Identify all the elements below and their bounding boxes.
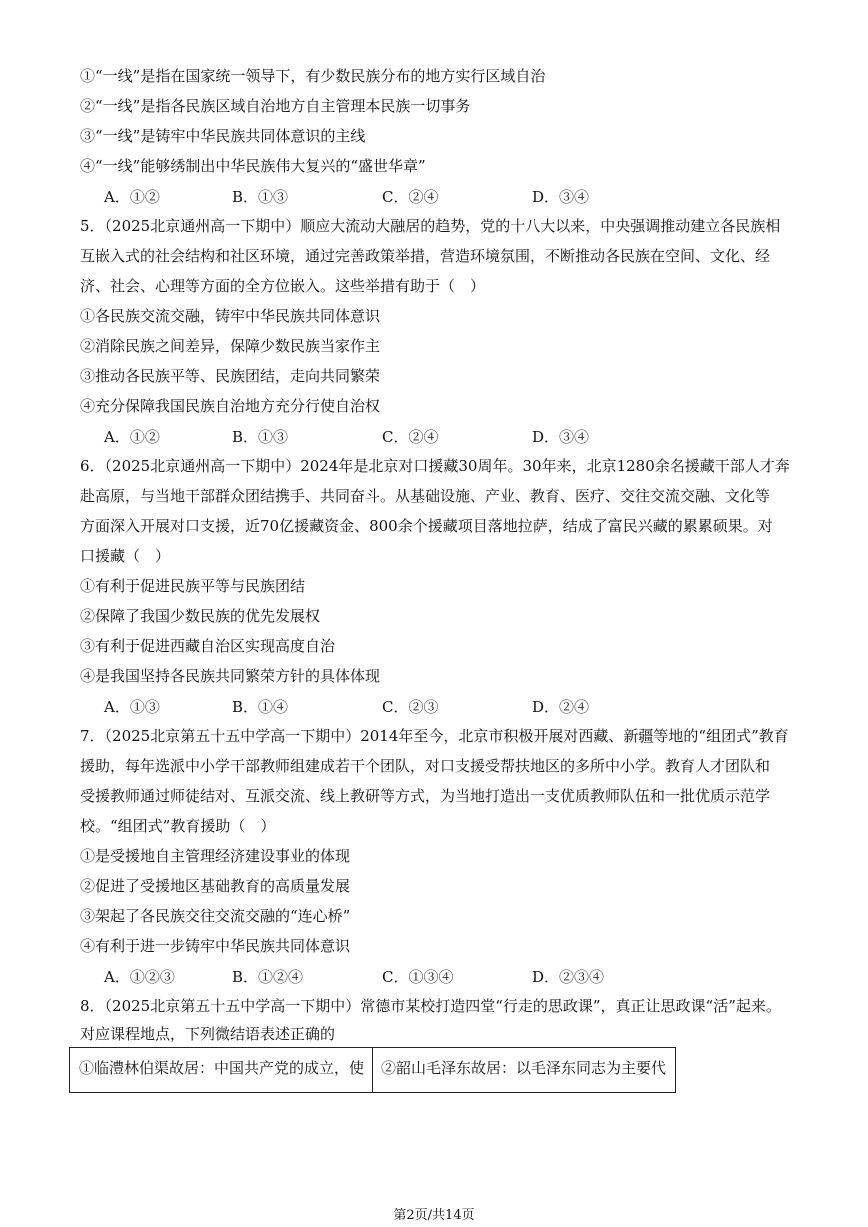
statement-4: ④有利于进一步铸牢中华民族共同体意识: [80, 937, 351, 955]
question-text: 6．（2025北京通州高一下期中）2024年是北京对口援藏30周年。30年来，北京1280余名援藏干部人才奔: [80, 457, 790, 475]
statement-2: ②保障了我国少数民族的优先发展权: [80, 607, 321, 625]
option-b: B．①②④: [232, 968, 304, 986]
question-text: 5．（2025北京通州高一下期中）顺应大流动大融居的趋势，党的十八大以来，中央强调推动建立各民族相: [80, 217, 781, 235]
option-b: B．①④: [232, 698, 289, 716]
statement-1: ①是受援地自主管理经济建设事业的体现: [80, 847, 351, 865]
option-c: C．①③④: [382, 968, 454, 986]
answer-options: [104, 967, 664, 987]
option-a: A．①②③: [104, 968, 175, 986]
option-a: A．①②: [104, 188, 160, 206]
statement-3: ③“一线”是铸牢中华民族共同体意识的主线: [80, 127, 366, 145]
statement-2: ②“一线”是指各民族区域自治地方自主管理本民族一切事务: [80, 97, 471, 115]
option-a: A．①②: [104, 428, 160, 446]
option-c: C．②④: [382, 428, 439, 446]
page-footer: 第2页/共14页: [393, 1208, 475, 1223]
option-c: C．②③: [382, 698, 439, 716]
question-text: 8．（2025北京第五十五中学高一下期中）常德市某校打造四堂“行走的思政课”，真正让思政课“活”起来。: [80, 997, 781, 1015]
statement-2: ②促进了受援地区基础教育的高质量发展: [80, 877, 351, 895]
answer-options: [104, 697, 664, 717]
option-d: D．③④: [532, 428, 590, 446]
statement-3: ③推动各民族平等、民族团结，走向共同繁荣: [80, 367, 381, 385]
option-d: D．②④: [532, 698, 590, 716]
question-text: 方面深入开展对口支援，近70亿援藏资金、800余个援藏项目落地拉萨，结成了富民兴藏的累累硕果。对: [80, 517, 773, 535]
statement-2: ②消除民族之间差异，保障少数民族当家作主: [80, 337, 381, 355]
option-a: A．①③: [104, 698, 160, 716]
question-text: 援助，每年选派中小学干部教师组建成若干个团队，对口支援受帮扶地区的多所中小学。教育人才团队和: [80, 757, 771, 775]
option-d: D．③④: [532, 188, 590, 206]
question-text: 7．（2025北京第五十五中学高一下期中）2014年至今，北京市积极开展对西藏、新疆等地的“组团式”教育: [80, 727, 789, 745]
statement-1: ①各民族交流交融，铸牢中华民族共同体意识: [80, 307, 381, 325]
statement-4: ④充分保障我国民族自治地方充分行使自治权: [80, 397, 381, 415]
answer-options: [104, 187, 664, 207]
question-text: 校。“组团式”教育援助（ ）: [80, 817, 276, 835]
question-text: 口援藏（ ）: [80, 547, 171, 565]
question-text: 互嵌入式的社会结构和社区环境，通过完善政策举措，营造环境氛围，不断推动各民族在空间、文化、经: [80, 247, 771, 265]
option-c: C．②④: [382, 188, 439, 206]
table-cell: ①临澧林伯渠故居：中国共产党的成立，使: [70, 1048, 373, 1092]
location-table: [69, 1047, 676, 1093]
option-b: B．①③: [232, 188, 289, 206]
option-b: B．①③: [232, 428, 289, 446]
statement-4: ④是我国坚持各民族共同繁荣方针的具体体现: [80, 667, 381, 685]
table-cell: ②韶山毛泽东故居：以毛泽东同志为主要代: [381, 1059, 667, 1077]
statement-4: ④“一线”能够绣制出中华民族伟大复兴的“盛世华章”: [80, 157, 426, 175]
option-d: D．②③④: [532, 968, 605, 986]
question-text: 受援教师通过师徒结对、互派交流、线上教研等方式，为当地打造出一支优质教师队伍和一批优质示范学: [80, 787, 771, 805]
statement-1: ①有利于促进民族平等与民族团结: [80, 577, 306, 595]
answer-options: [104, 427, 664, 447]
statement-1: ①“一线”是指在国家统一领导下，有少数民族分布的地方实行区域自治: [80, 67, 546, 85]
statement-3: ③架起了各民族交往交流交融的“连心桥”: [80, 907, 351, 925]
statement-3: ③有利于促进西藏自治区实现高度自治: [80, 637, 336, 655]
question-text: 赴高原，与当地干部群众团结携手、共同奋斗。从基础设施、产业、教育、医疗、交往交流交融、文化等: [80, 487, 771, 505]
question-text: 对应课程地点，下列微结语表述正确的: [80, 1025, 336, 1043]
question-text: 济、社会、心理等方面的全方位嵌入。这些举措有助于（ ）: [80, 277, 486, 295]
